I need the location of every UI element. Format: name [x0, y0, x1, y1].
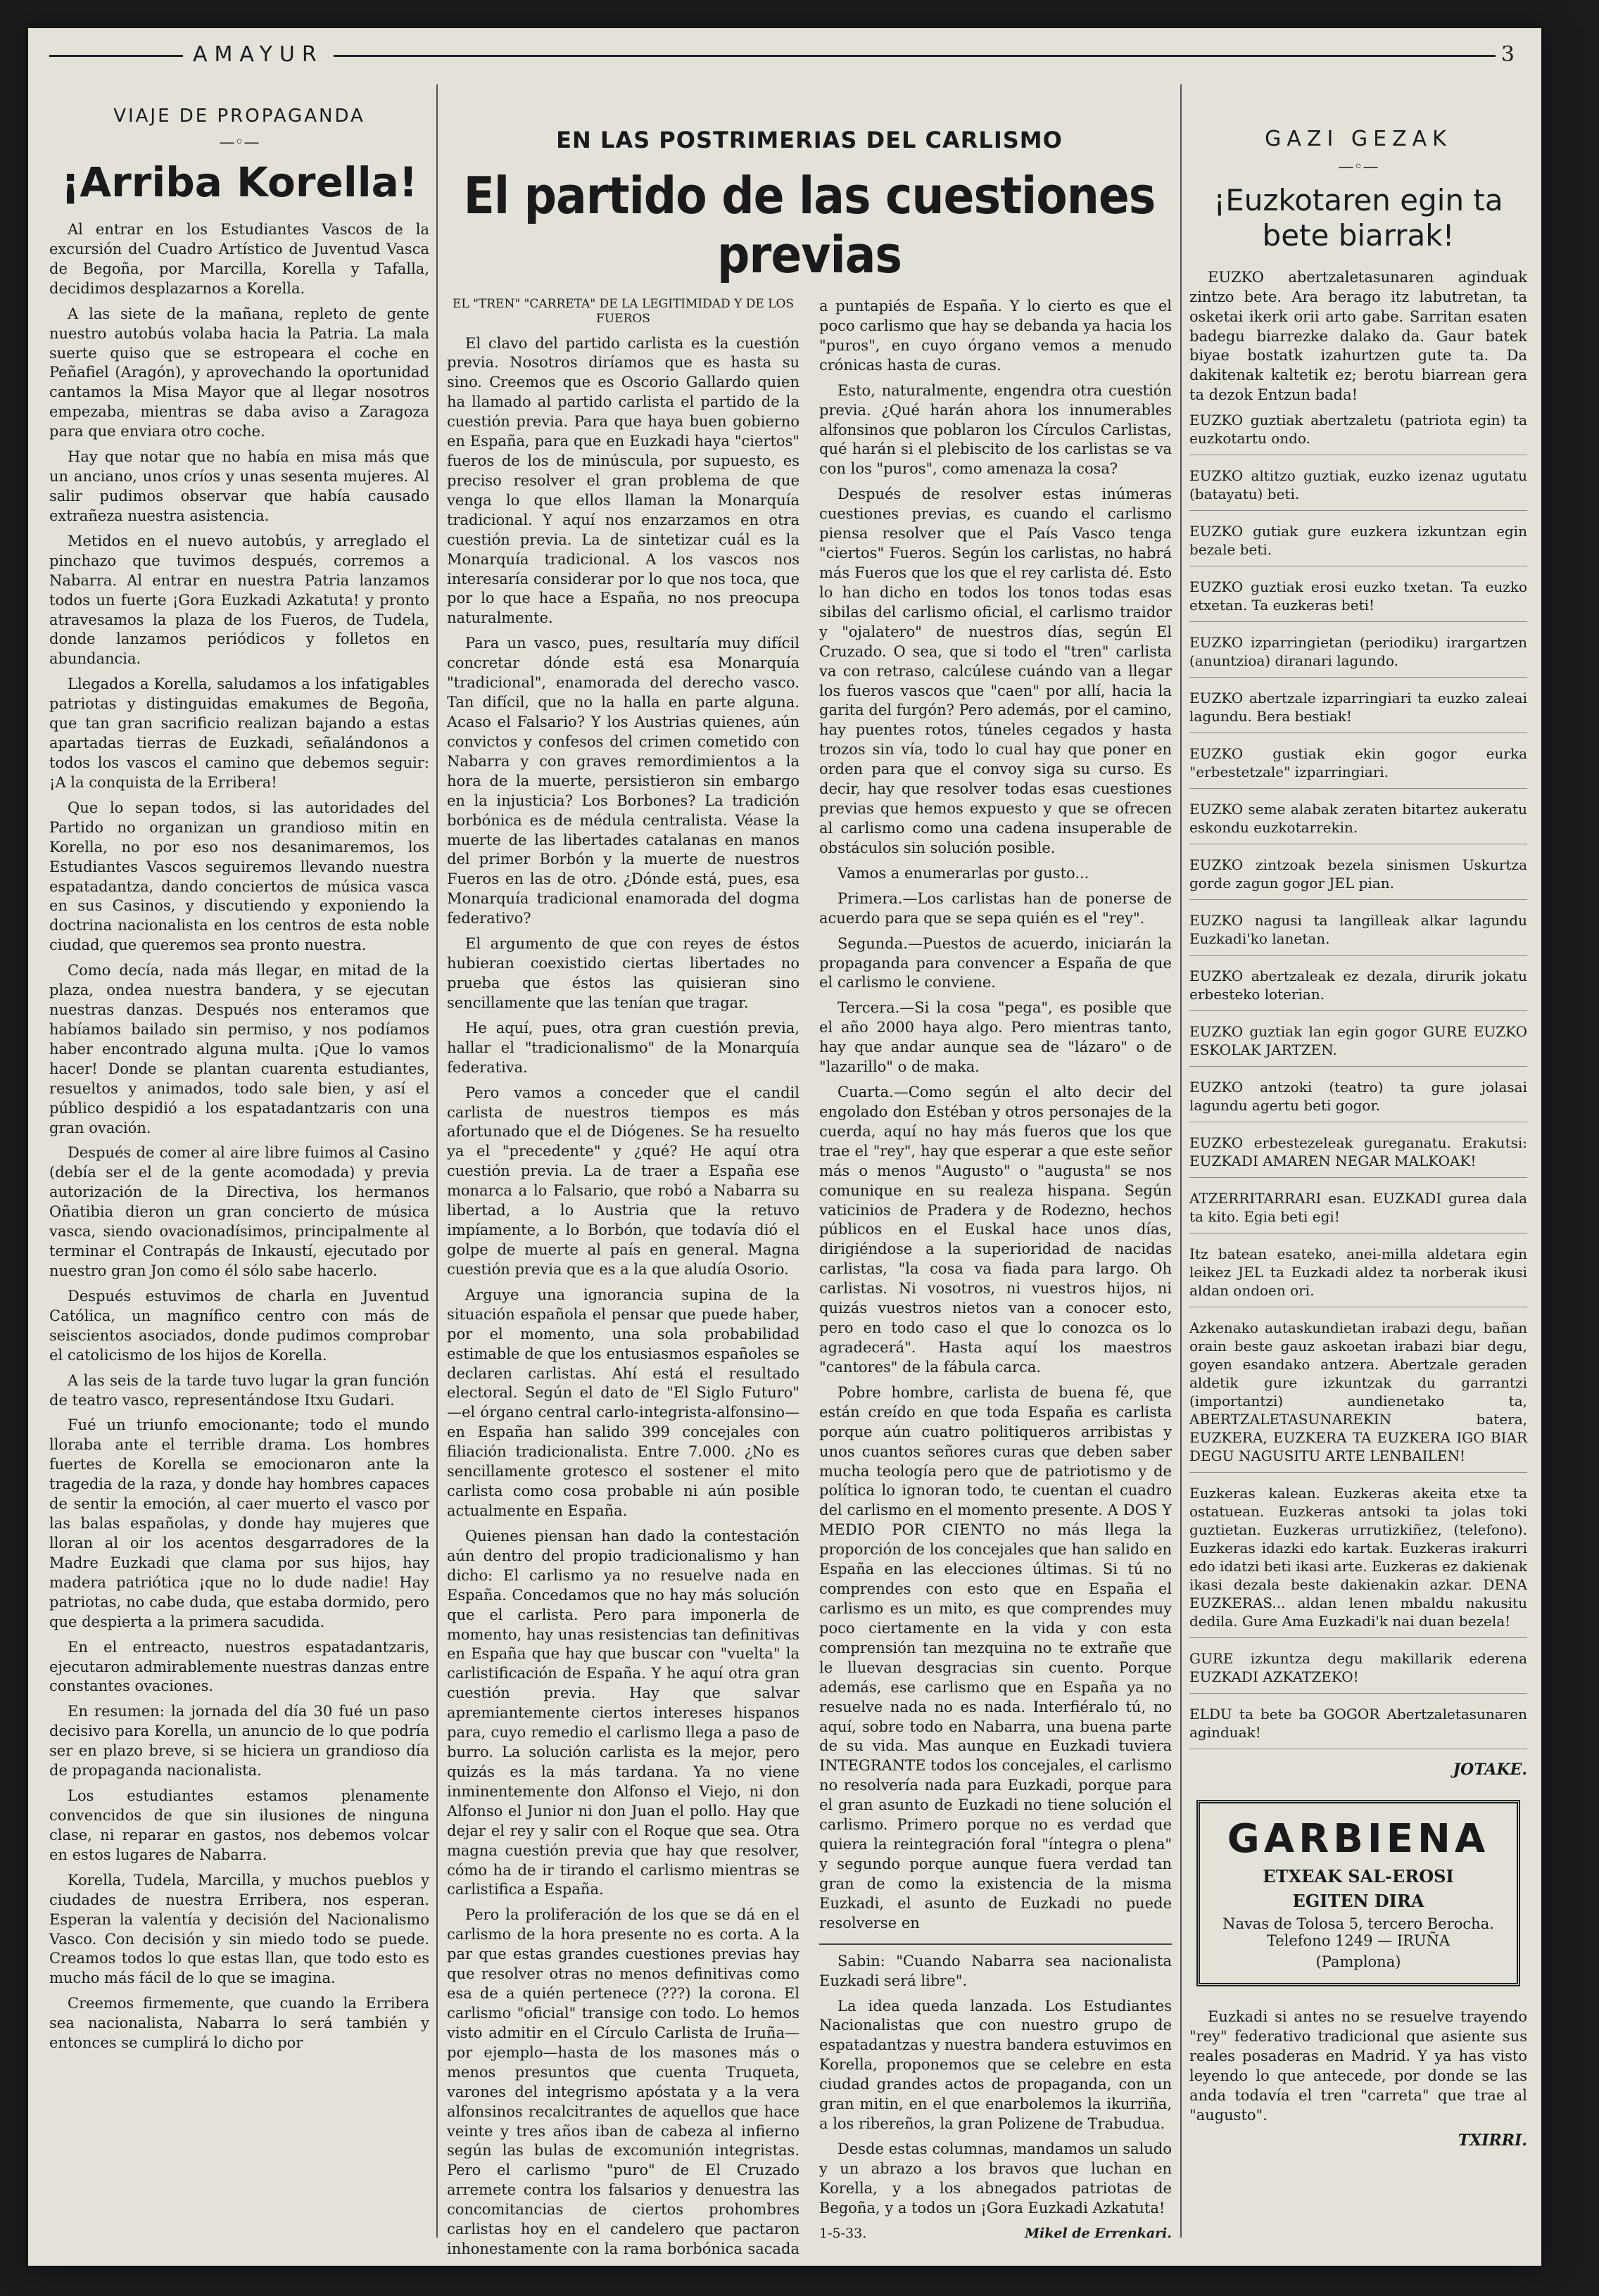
slogan-item: EUZKO altitzo guztiak, euzko izenaz ugutatu (batayatu) beti. — [1189, 467, 1527, 511]
slogan-item: EUZKO gutiak gure euzkera izkuntzan egin bezale beti. — [1189, 522, 1527, 566]
closing-paragraph: Euzkadi si antes no se resuelve trayendo "rey" federativo tradicional que asiente sus reales posaderas en Madrid. Y ya has visto leyendo lo que antecede, por donde se las anda todavía el tren "carreta" que trae al "augusto". — [1189, 2008, 1527, 2124]
article-paragraph: Arguye una ignorancia supina de la situación española el pensar que puede haber, por el momento, una sola probabilidad estimable de que los entusiasmos españoles se declaren carlistas. Ahí está el resultado electoral. Según el dato de "El Siglo Futuro" —el órgano central carlo-integrista-alfonsino— en España han salido 399 concejales con filiación tradicionalista. Entre 7.000. ¿No es sencillamente grotesco el sostener el mito carlista como cosa probable ni aún posible actualmente en España. — [447, 1286, 800, 1519]
article-paragraph: A las siete de la mañana, repleto de gente nuestro autobús volaba hacia la Patria. La mala suerte quiso que se estropeara el coche en Peñafiel (Aragón), y aprovechando la oportunidad cantamos la Misa Mayor que al llegar nosotros empezaba, mientras se daba aviso a Zaragoza para que enviara otro coche. — [49, 305, 429, 440]
slogan-item: GURE izkuntza degu makillarik ederena EUZKADI AZKATZEKO! — [1189, 1649, 1527, 1694]
article-paragraph: Quienes piensan han dado la contestación aún dentro del propio tradicionalismo y han dicho: El carlismo ya no resuelve nada en España. Concedamos que no hay más solución que el carlista. Pero para imponerla de momento, hay unas resistencias tan definitivas en España que hay que buscar con "vuelta" la carlistificación de España. Y he aquí otra gran cuestión previa. Hay que salvar apremiantemente ciertos intereses hispanos para, cuyo remedio el carlismo llega a paso de burro. La solución carlista es la mejor, pero quizás es la más tardana. Ya no viene inminentemente don Alfonso el Viejo, ni don Alfonso el Junior ni don Juan el pollo. Hay que dejar el rey y salir con el Roque que sea. Otra magna cuestión previa que hay que resolver, cómo ha de ir tirando el carlismo mientras se carlistifica a España. — [447, 1527, 800, 1898]
sabin-quote-block — [819, 1943, 1172, 2241]
article-paragraph: A las seis de la tarde tuvo lugar la gran función de teatro vasco, representándose Itxu Gudari. — [49, 1371, 429, 1409]
article-paragraph: Pero la proliferación de los que se dá en el carlismo de la hora presente no es corta. A la par que estas grandes cuestiones previas hay que resolver otras no menos definitivas como esa de a quién pertenece (???) la corona. El carlismo "oficial" transige con todo. Lo hemos visto admitir en el Círculo Carlista de Iruña—por ejemplo—hasta de los masones más o menos presuntos que cuenta Truqueta, varones del integrismo apóstata y a la vera alfonsinos recalcitrantes de aquellos que hace veinte y tres años iban de cabeza al infierno según las bulas de excomunión integristas. Pero el carlismo "puro" de El Cruzado arremete contra los falsarios y denuestra las concomitancias de ciertos prohombres carlistas hoy en el candelero que pactaron inhonestamente con la rama borbónica sacada a puntapiés de España. Y lo cierto es que el poco carlismo que hay se debanda ya hacia los "puros", en cuyo órgano vemos a menudo crónicas hasta de curas. — [447, 298, 1172, 2258]
newspaper-page — [28, 28, 1541, 2266]
article-paragraph: Que lo sepan todos, si las autoridades del Partido no organizan un grandioso mitin en Korella, no por eso nos desanimaremos, los Estudiantes Vascos seguiremos llevando nuestra espatadantza, dando conciertos de música vasca en sus Casinos, y discutiendo y exponiendo la doctrina nacionalista en los centros de esta noble ciudad, que queremos sea pronto nuestra. — [49, 799, 429, 954]
article-paragraph: Pero vamos a conceder que el candil carlista de nuestros tiempos es más afortunado que el de Diógenes. Se ha resuelto ya el "precedente" y ¿qué? He aquí otra cuestión previa. La de traer a España ese monarca a lo Falsario, que robó a Nabarra su libertad, a lo Austria que la retuvo impíamente, a lo Borbón, que todavía dió el golpe de muerte al país en general. Magna cuestión previa que es a la que aludía Osorio. — [447, 1084, 800, 1278]
signature: JOTAKE. — [1453, 1761, 1527, 1780]
byline-row — [819, 2226, 1172, 2241]
article-cuestiones-previas — [447, 84, 1172, 2258]
ad-subtitle: ETXEAK SAL-EROSI — [1263, 1866, 1454, 1887]
slogan-item: EUZKO abertzaleak ez dezala, dirurik jokatu erbesteko loterian. — [1189, 967, 1527, 1011]
slogan-item: Euzkeras kalean. Euzkeras akeita etxe ta ostatuean. Euzkeras antsoki ta jolas toki guztietan. Euzkeras urrutizkiñez, (telefono). Euzkeras idazki edo kartak. Euzkeras irakurri edo idatzi beti ikasi arte. Euzkeras ez dakienak ikasi dezala beste dakienakin azkar. DENA EUZKERAS... aldan lenen mbaldu nakusitu dedila. Gure Ama Euzkadi'k nai duan bezela! — [1189, 1484, 1527, 1638]
slogan-item: EUZKO guztiak abertzaletu (patriota egin) ta euzkotartu ondo. — [1189, 411, 1527, 455]
article-author: Mikel de Errenkari. — [1024, 2225, 1172, 2241]
article-date: 1-5-33. — [819, 2225, 867, 2241]
slogan-item: ATZERRITARRARI esan. EUZKADI gurea dala ta kito. Egia beti egi! — [1189, 1189, 1527, 1233]
article-kicker: GAZI GEZAK — [1265, 127, 1452, 151]
article-paragraph: El argumento de que con reyes de éstos hubieran coexistido ciertas libertades no prueba que éstos las quisieran sino sencillamente que las tenían que tragar. — [447, 935, 800, 1011]
article-paragraph: En el entreacto, nuestros espatadantzaris, ejecutaron admirablemente nuestras danzas entre constantes ovaciones. — [49, 1638, 429, 1695]
advertisement-box — [1196, 1800, 1520, 1986]
article-paragraph: Korella, Tudela, Marcilla, y muchos pueblos y ciudades de nuestra Erribera, nos esperan. Esperan la valentía y decisión del Nacionalismo Vasco. Con decisión y sin miedo todo se puede. Creamos todos lo que estas llan, que todo esto es mucho más fácil de lo que se imagina. — [49, 1871, 429, 1987]
article-paragraph: Vamos a enumerarlas por gusto... — [838, 864, 1089, 882]
article-paragraph: Creemos firmemente, que cuando la Erribera sea nacionalista, Nabarra lo será también y entonces se cumplirá lo dicho por — [49, 1995, 429, 2052]
closing-paragraph: La idea queda lanzada. Los Estudiantes Nacionalistas que con nuestro grupo de espatadantzas y nuestra bandera estuvimos en Korella, proponemos que se celebre en esta ciudad grandes actos de propaganda, con un gran mitin, en el que enarbolemos la ikurriña, a los ribereños, la gran Polizene de Trabudua. — [819, 1997, 1172, 2133]
page-number: 3 — [1496, 42, 1520, 67]
ad-city: (Pamplona) — [1315, 1953, 1401, 1971]
slogan-item: EUZKO izparringietan (periodiku) irargartzen (anuntzioa) diranari lagundo. — [1189, 633, 1527, 678]
article-paragraph: En resumen: la jornada del día 30 fué un paso decisivo para Korella, un anuncio de lo que podría ser en plazo breve, si se hiciera un grandioso día de propaganda nacionalista. — [49, 1703, 429, 1780]
slogan-item: Itz batean esateko, anei-milla aldetara egin leikez JEL ta Euzkadi aldez ta norberak ikusi aldan ondoen ori. — [1189, 1245, 1527, 1307]
article-kicker: VIAJE DE PROPAGANDA — [113, 106, 365, 127]
article-paragraph: Después estuvimos de charla en Juventud Católica, un magnífico centro con más de seiscientos asociados, donde pudimos comprobar el catolicismo de los hijos de Korella. — [49, 1287, 429, 1364]
slogan-item: EUZKO abertzale izparringiari ta euzko zaleai lagundu. Bera bestiak! — [1189, 689, 1527, 733]
article-paragraph: Hay que notar que no había en misa más que un anciano, unos críos y unas sesenta mujeres. Al salir pudimos observar que había causado extrañeza nuestra asistencia. — [49, 448, 429, 524]
article-paragraph: He aquí, pues, otra gran cuestión previa, hallar el "tradicionalismo" de la Monarquía federativa. — [447, 1019, 800, 1076]
intro-paragraph: EUZKO abertzaletasunaren aginduak zintzo bete. Ara berago itz labutretan, ta osketai ikerk orii arto gabe. Sarritan esaten badegu biarrezke dalako da. Gaur batek biyae bostatk izahurtzen gute ta. Da dakitenak kaltetik ez; berotu biarrean gera ta dezok Entzun bada! — [1189, 268, 1527, 404]
article-paragraph: Para un vasco, pues, resultaría muy difícil concretar dónde está esa Monarquía "tradicional", enamorada del derecho vasco. Tan difícil, que no la halla en parte alguna. Acaso el Falsario? Y los Austrias quienes, aún convictos y confesos del crimen cometido con Nabarra y con graves remordimientos a la hora de la muerte, persistieron sin embargo en la injusticia? Los Borbones? La tradición borbónica es de médula centralista. Véase la muerte de las libertades catalanas en manos del primer Borbón y la muerte de nuestros Fueros en las de otro. ¿Dónde está, pues, esa Monarquía tradicional enamorada del dogma federativo? — [447, 635, 800, 927]
article-paragraph: Los estudiantes estamos plenamente convencidos de que sin ilusiones de ninguna clase, ni reparar en gastos, nos debemos volcar en estos lugares de Nabarra. — [49, 1787, 429, 1863]
article-paragraph: Segunda.—Puestos de acuerdo, iniciarán la propaganda para convencer a España de que el carlismo le conviene. — [819, 934, 1172, 991]
article-paragraph: El clavo del partido carlista es la cuestión previa. Nosotros diríamos que es hasta su sino. Creemos que es Oscorio Gallardo quien ha llamado al partido carlista el partido de la cuestión previa. Para que haya buen gobierno en España, para que en Euzkadi haya "ciertos" fueros de los de minúscula, por supuesto, es preciso resolver el gran problema de que venga lo que ellos llaman la Monarquía tradicional. Y aquí nos enzarzamos en otra cuestión previa. La de sintetizar cuál es la Monarquía tradicional. A los vascos nos interesaría considerar por lo que nos toca, que por lo que hace a España, no nos preocupa naturalmente. — [447, 334, 800, 627]
article-paragraph: Tercera.—Si la cosa "pega", es posible que el año 2000 haya algo. Pero mientras tanto, hay que andar aunque sea de "lázaro" o de "lazarillo" o de maka. — [819, 999, 1172, 1076]
article-paragraph: Cuarta.—Como según el alto decir del engolado don Estéban y otros personajes de la cuerda, aquí no hay más fueros que los que trae el "rey", hay que esperar a que este señor más o menos "Augusto" o "augusta" se nos comunique en su realeza hispana. Según vaticinios de Pradera y de Rodezno, hechos públicos en el Euskal hace unos días, dirigiéndose a la superioridad de nacidas carlistas, "la cosa va fiada para largo. Oh carlistas. Ni vosotros, ni vuestros hijos, ni quizás vuestros nietos van a conocer esto, pero en todo caso el que lo conozca os lo agradecerá". Hasta aquí los maestros "cantores" de la fábula carca. — [819, 1084, 1172, 1376]
article-arriba-korella — [49, 84, 429, 2245]
slogan-item: Azkenako autaskundietan irabazi degu, bañan orain beste gauz askoetan irabazi biar degu, goyen esandako antzera. Abertzale geraden aldetik gure izkuntzak du garrantzi (importantzi) aundienetako ta, ABERTZALETASUNAREKIN batera, EUZKERA, EUZKERA TA EUZKERA IGO BIAR DEGU NAGUSITU ARTE LENBAILEN! — [1189, 1319, 1527, 1473]
article-text-columns — [447, 297, 1172, 2259]
ad-subtitle: EGITEN DIRA — [1292, 1891, 1424, 1912]
article-paragraph: Como decía, nada más llegar, en mitad de la plaza, ondea nuestra bandera, y se ejecutan nuestras danzas. Después nos enteramos que habíamos bailado sin permiso, y nos podíamos haber encontrado alguna multa. ¡Que lo vamos hacer! Donde se plantan cuarenta estudiantes, resueltos y animados, todo sale bien, y así el público despidió a los espatadantzaris con una gran ovación. — [49, 962, 429, 1136]
article-paragraph: Esto, naturalmente, engendra otra cuestión previa. ¿Qué harán ahora los innumerables alfonsinos que poblaron los Círculos Carlistas, qué harán si el plebiscito de los carlistas se va con los "puros", como amenaza la cosa? — [819, 381, 1172, 478]
signature: TXIRRI. — [1458, 2131, 1527, 2150]
article-paragraph: Pobre hombre, carlista de buena fé, que están creído en que toda España es carlista porque aún cuatro politiqueros arribistas y unos cuantos señores curas que deben saber mucha teología pero que de patriotismo y de política lo ignoran todo, te cuentan el cuadro del carlismo en el momento presente. A DOS Y MEDIO POR CIENTO no más llega la proporción de los concejales que han salido en España en las elecciones últimas. Si tú no comprendes con esto que en España el carlismo es un mito, es que comprendes muy poco ciertamente en la vida y con esta comprensión tan mezquina no te extrañe que le lluevan desgracias sin cuento. Porque además, ese carlismo que en España ya no resuelve nada no es nada. Interfiéralo tú, no aquí, sobre todo en Nabarra, una buena parte de su vida. Mas aunque en Euzkadi tuviera INTEGRANTE todos los concejales, el carlismo no resolvería nada para Euzkadi, porque para el gran asunto de Euzkadi no tiene solución el carlismo. Primero porque no es verdad que quiera la reintegración foral "íntegra o plena" y segundo porque aunque fuera verdad tan gran de como la existencia de la misma Euzkadi, el asunto de Euzkadi no puede resolverse en — [819, 1383, 1172, 1932]
article-body — [49, 220, 429, 2053]
article-headline: ¡Arriba Korella! — [61, 158, 418, 206]
slogan-item: EUZKO gustiak ekin gogor eurka "erbestetzale" izparringiari. — [1189, 744, 1527, 789]
article-kicker: EN LAS POSTRIMERIAS DEL CARLISMO — [556, 127, 1063, 153]
article-paragraph: Fué un triunfo emocionante; todo el mundo lloraba ante el terrible drama. Los hombres fuertes de Korella se emocionaron ante la tragedia de la raza, y donde hay hombres capaces de sentir la emoción, al caer muerto el vasco por las balas españolas, y donde hay mujeres que lloran al oir los acentos desgarradores de la Madre Euzkadi que clama por sus hijos, hay madera patriótica ¡que no lo dude nadie! Hay patriotas, no cabe duda, que estaba dormido, pero que despierta a la primera sacudida. — [49, 1416, 429, 1630]
article-paragraph: Metidos en el nuevo autobús, y arreglado el pinchazo que tuvimos después, corremos a Nabarra. Al entrar en nuestra Patria lanzamos todos un fuerte ¡Gora Euzkadi Azkatuta! y pronto atravesamos la plaza de los Fueros, de Tudela, donde lanzamos periódicos y folletos en abundancia. — [49, 532, 429, 668]
article-paragraph: Primera.—Los carlistas han de ponerse de acuerdo para que se sepa quién es el "rey". — [819, 889, 1172, 927]
ad-address: Navas de Tolosa 5, tercero Berocha. Telefono 1249 — IRUÑA — [1222, 1915, 1494, 1950]
sabin-quote: Sabin: "Cuando Nabarra sea nacionalista Euzkadi será libre". — [819, 1952, 1172, 1989]
ornament: —◦— — [219, 134, 260, 151]
slogan-item: EUZKO zintzoak bezela sinismen Uskurtza gorde zagun gogor JEL pian. — [1189, 856, 1527, 900]
article-headline: El partido de las cuestiones previas — [463, 166, 1156, 284]
slogan-item: EUZKO erbestezeleak gureganatu. Erakutsi: EUZKADI AMAREN NEGAR MALKOAK! — [1189, 1134, 1527, 1178]
article-paragraph: Después de resolver estas inúmeras cuestiones previas, es cuando el carlismo piensa resolver que el País Vasco tenga "ciertos" Fueros. Según los carlistas, no habrá más Fueros que los que el rey carlista dé. Esto lo han dicho en todos los tonos todas esas sibilas del carlismo oficial, el carlismo traidor y "ojalatero" de nuestros días, según El Cruzado. O sea, que si todo el "tren" carlista va con retraso, calcúlese cuándo van a llegar los fueros vascos que "caen" por allí, hacia la garita del furgón? Pero además, por el camino, hay puentes rotos, túneles cegados y hasta trozos sin vía, todo lo cual hay que poner en orden para que el convoy siga su curso. Es decir, hay que resolver todas esas cuestiones previas que hemos expuesto y que se ofrecen al carlismo como una cadena insuperable de obstáculos sin solución posible. — [819, 486, 1172, 856]
ad-name: GARBIENA — [1227, 1816, 1490, 1863]
slogan-item: EUZKO seme alabak zeraten bitartez aukeratu eskondu euzkotarrekin. — [1189, 800, 1527, 844]
slogan-item: EUZKO guztiak erosi euzko txetan. Ta euzko etxetan. Ta euzkeras beti! — [1189, 578, 1527, 622]
ornament: —◦— — [1338, 158, 1379, 176]
slogan-item: ELDU ta bete ba GOGOR Abertzaletasunaren aginduak! — [1189, 1705, 1527, 1749]
slogan-item: EUZKO guztiak lan egin gogor GURE EUZKO ESKOLAK JARTZEN. — [1189, 1022, 1527, 1067]
article-gazi-gezak — [1189, 84, 1527, 2245]
slogan-item: EUZKO nagusi ta langilleak alkar lagundu Euzkadi'ko lanetan. — [1189, 911, 1527, 956]
closing-paragraph: Desde estas columnas, mandamos un saludo y un abrazo a los bravos que luchan en Korella, y a los abnegados patriotas de Begoña, y a todos un ¡Gora Euzkadi Azkatuta! — [819, 2140, 1172, 2216]
article-headline: ¡Euzkotaren egin ta bete biarrak! — [1213, 183, 1503, 253]
column-divider — [436, 84, 438, 2238]
article-paragraph: Llegados a Korella, saludamos a los infatigables patriotas y distinguidas emakumes de Begoña, que tan gran sacrificio realizan bajando a estas apartadas tierras de Euzkadi, señalándonos a todos los vascos el camino que debemos seguir: ¡A la conquista de la Erribera! — [49, 676, 429, 791]
slogan-item: EUZKO antzoki (teatro) ta gure jolasai lagundu agertu beti gogor. — [1189, 1078, 1527, 1122]
paper-name: AMAYUR — [183, 42, 334, 67]
article-paragraph: Al entrar en los Estudiantes Vascos de la excursión del Cuadro Artístico de Juventud Vasca de Begoña, por Marcilla, Korella y Tafalla, decidimos desplazarnos a Korella. — [49, 221, 429, 297]
article-paragraph: Después de comer al aire libre fuimos al Casino (debía ser el de la gente acomodada) y previa autorización de la Directiva, los hermanos Oñatibia dieron un gran concierto de música vasca, siendo ovacionadísimos, principalmente al terminar el Contrapás de Inkaustí, ejecutado por nuestro gran Jon como él sólo sabe hacerlo. — [49, 1144, 429, 1280]
column-divider — [1180, 84, 1182, 2238]
slogan-list — [1189, 411, 1527, 1749]
article-subhead: EL "TREN" "CARRETA" DE LA LEGITIMIDAD Y DE LOS FUEROS — [452, 297, 795, 326]
masthead — [49, 42, 1527, 70]
